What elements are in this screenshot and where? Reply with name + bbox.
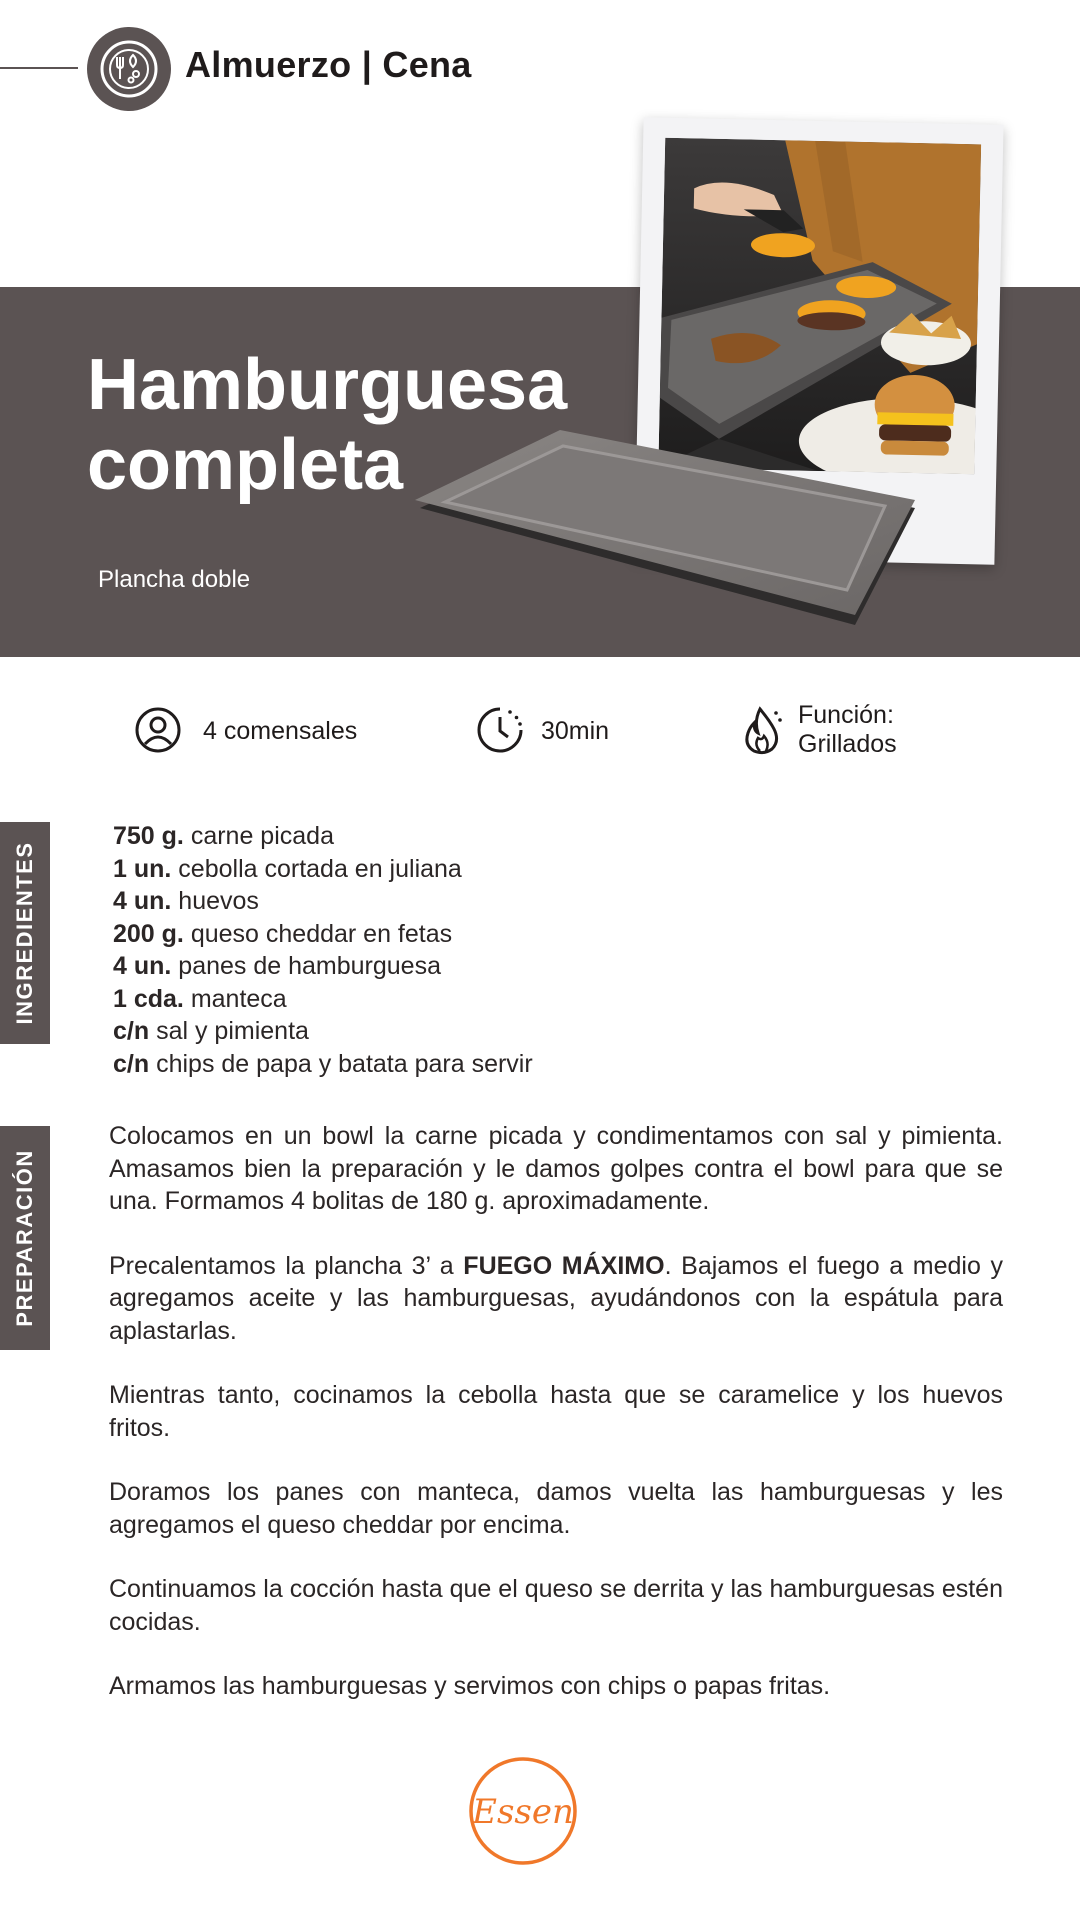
step-5: Continuamos la cocción hasta que el queso se derrita y las hamburguesas estén cocidas. [109, 1575, 1003, 1636]
ingredients-tab [0, 822, 50, 1044]
clock-icon [475, 705, 525, 755]
preparation-tab [0, 1126, 50, 1350]
preparation-heading: PREPARACIÓN [12, 1149, 37, 1327]
logo-text: Essen [472, 1792, 574, 1832]
recipe-title-line-2: completa [87, 425, 404, 505]
fire-icon [740, 705, 784, 757]
ingredient-item: 4 un. panes de hamburguesa [113, 952, 441, 980]
ingredient-item: 1 cda. manteca [113, 984, 287, 1013]
diners-text: 4 comensales [203, 717, 358, 745]
step-6: Armamos las hamburguesas y servimos con chips o papas fritas. [109, 1672, 831, 1700]
category-badge [87, 27, 171, 111]
plate-icon [87, 27, 171, 111]
ingredient-item: 4 un. huevos [113, 887, 259, 915]
ingredients-list [113, 820, 533, 1080]
ingredient-item: c/n chips de papa y batata para servir [113, 1049, 533, 1078]
user-icon [133, 705, 183, 755]
burger-photo-image [658, 138, 981, 475]
ingredient-item: c/n sal y pimienta [113, 1017, 309, 1045]
ingredient-item: 200 g. queso cheddar en fetas [113, 919, 453, 948]
ingredient-item: 1 un. cebolla cortada en juliana [113, 854, 462, 883]
step-1: Colocamos en un bowl la carne picada y condimentamos con sal y pimienta. Amasamos bien la preparación y le damos golpes contra el bowl para que se una. Formamos 4 bolitas de 180 g. aproximadamente. [109, 1122, 1003, 1215]
step-3: Mientras tanto, cocinamos la cebolla hasta que se caramelice y los huevos fritos. [109, 1381, 1003, 1442]
function-text [798, 701, 897, 759]
griddle-tray-image [415, 430, 925, 640]
header-divider-line [0, 67, 78, 69]
time-text: 30min [541, 717, 610, 745]
product-name: Plancha doble [98, 566, 251, 593]
step-4: Doramos los panes con manteca, damos vuelta las hamburguesas y les agregamos el queso cheddar por encima. [109, 1478, 1003, 1539]
category-title: Almuerzo | Cena [185, 44, 472, 85]
step-2: Precalentamos la plancha 3’ a FUEGO MÁXIMO. Bajamos el fuego a medio y agregamos aceite y las hamburguesas, ayudándonos con la espátula para aplastarlas. [109, 1251, 1003, 1345]
preparation-steps [109, 1120, 1003, 1735]
ingredient-item: 750 g. carne picada [113, 822, 334, 850]
essen-logo [467, 1755, 579, 1867]
ingredients-heading: INGREDIENTES [12, 841, 37, 1025]
recipe-title-line-1: Hamburguesa [87, 345, 568, 425]
function-label: Función: [798, 701, 894, 729]
function-value: Grillados [798, 730, 897, 758]
